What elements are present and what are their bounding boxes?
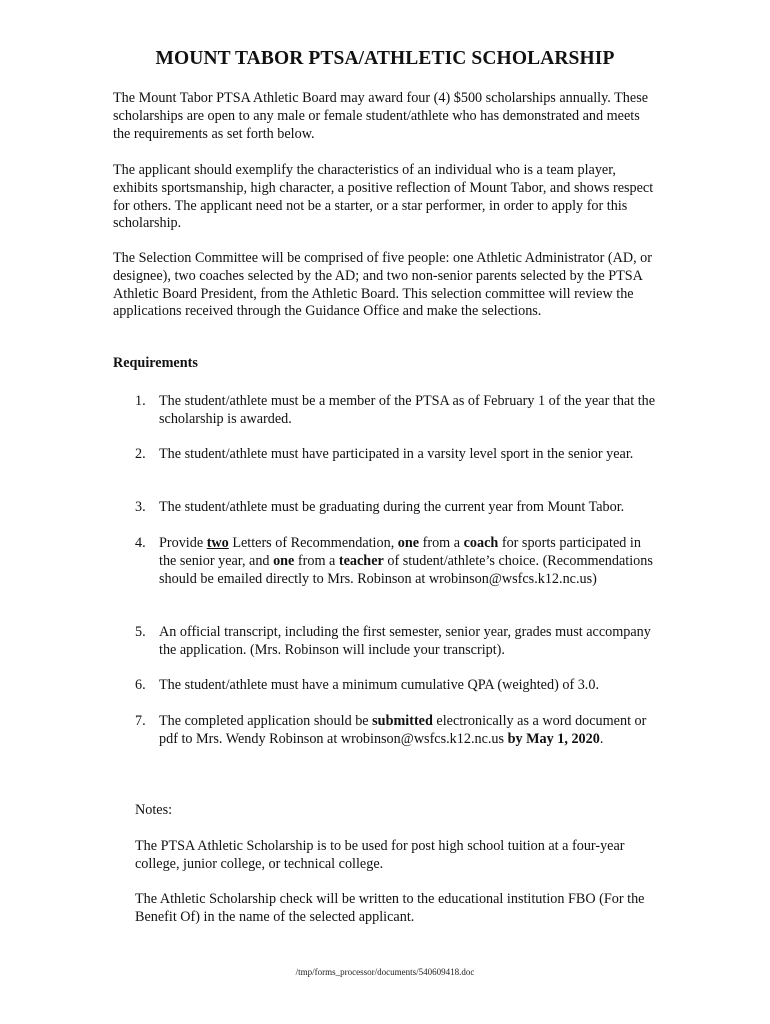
applicant-paragraph: The applicant should exemplify the characteristics of an individual who is a team player, exhibits sportsmanship, high character, a positive reflection of Mount Tabor, and shows respect for others. The applicant need not be a starter, or a star performer, in order to apply for this scholarship. [113,162,654,232]
intro-paragraph: The Mount Tabor PTSA Athletic Board may award four (4) $500 scholarships annually. These scholarships are open to any male or female student/athlete who has demonstrated and meets the requirements as set forth below. [113,90,649,142]
requirement-number: 7. [135,713,146,729]
requirement-number: 3. [135,499,146,515]
requirement-text: The student/athlete must be graduating during the current year from Mount Tabor. [159,499,625,515]
footer-filepath: /tmp/forms_processor/documents/540609418.doc [295,967,475,977]
requirement-number: 2. [135,446,146,462]
emphasis-coach: coach [463,535,499,551]
emphasis-deadline: by May 1, 2020 [507,730,600,747]
requirement-number: 6. [135,677,146,693]
requirement-item [135,713,660,749]
note-tuition: The PTSA Athletic Scholarship is to be used for post high school tuition at a four-year college, junior college, or technical college. [135,838,625,872]
requirement-number: 1. [135,393,146,409]
requirement-text: The student/athlete must have participated in a varsity level sport in the senior year. [159,446,634,462]
committee-paragraph: The Selection Committee will be comprised of five people: one Athletic Administrator (AD, or designee), two coaches selected by the AD; and two non-senior parents selected by the PTSA Athletic Board President, from the Athletic Board. This selection committee will review the applications received through the Guidance Office and make the selections. [113,250,652,320]
emphasis-one: one [397,535,420,551]
requirement-item [135,499,660,517]
requirements-heading: Requirements [113,355,198,371]
requirement-item [135,535,660,588]
emphasis-two: two [206,535,229,551]
requirement-item [135,393,660,429]
emphasis-teacher: teacher [338,552,384,569]
requirement-item [135,677,660,695]
requirement-text: An official transcript, including the first semester, senior year, grades must accompany the application. (Mrs. Robinson will include your transcript). [159,624,651,658]
requirement-text: The completed application should be submitted electronically as a word document or pdf to Mrs. Wendy Robinson at wrobinson@wsfcs.k12.nc.us by May 1, 2020. [159,713,647,747]
requirement-item [135,624,660,660]
emphasis-one: one [273,552,295,569]
requirement-number: 4. [135,535,146,551]
requirement-item [135,446,660,464]
emphasis-submitted: submitted [372,713,433,729]
requirement-number: 5. [135,624,146,640]
page-title: MOUNT TABOR PTSA/ATHLETIC SCHOLARSHIP [155,48,615,69]
requirement-text: The student/athlete must be a member of the PTSA as of February 1 of the year that the scholarship is awarded. [159,393,656,427]
notes-label: Notes: [135,802,173,818]
requirement-text: Provide two Letters of Recommendation, one from a coach for sports participated in the senior year, and one from a teacher of student/athlete’s choice. (Recommendations should be emailed directly to Mrs. Robinson at wrobinson@wsfcs.k12.nc.us) [159,535,653,587]
note-check: The Athletic Scholarship check will be written to the educational institution FBO (For the Benefit Of) in the name of the selected applicant. [135,891,645,925]
requirement-text: The student/athlete must have a minimum cumulative QPA (weighted) of 3.0. [159,677,599,693]
